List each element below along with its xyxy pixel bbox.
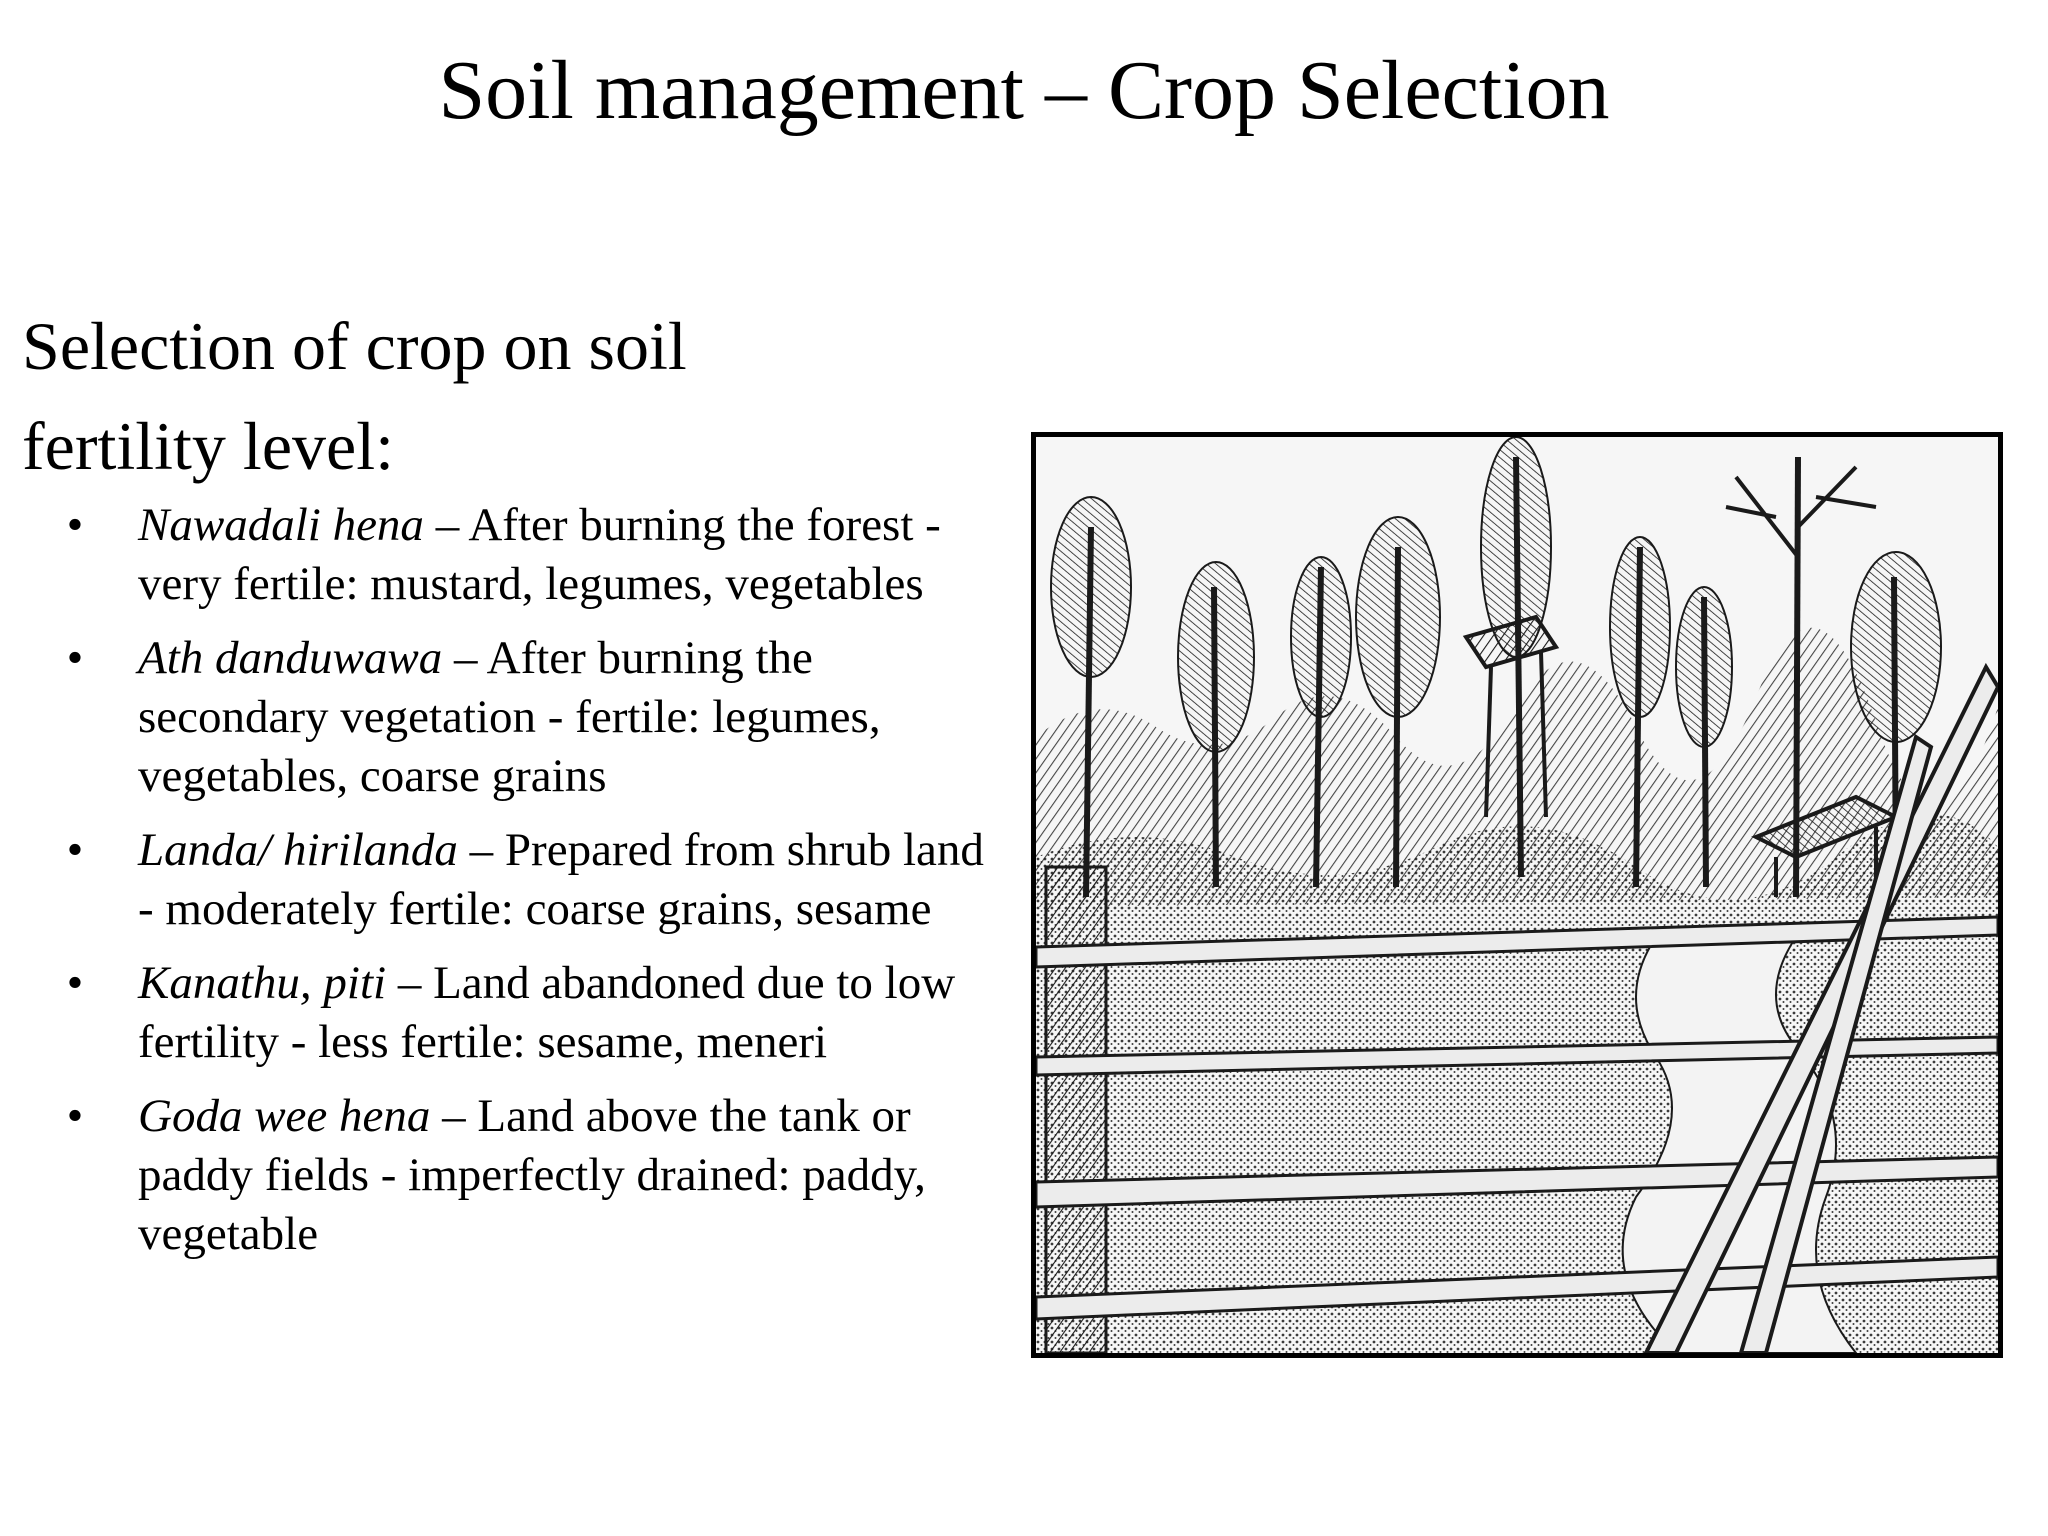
bullet-list: [60, 496, 1000, 1279]
bullet-text: – Prepared from shrub land - moderately fertile: coarse grains, sesame: [138, 824, 984, 935]
bullet-item-landa-hirilanda: [60, 821, 1000, 939]
bullet-item-nawadali-hena: [60, 496, 1000, 614]
gate-post: [1046, 867, 1106, 1353]
bullet-text: – After burning the forest - very fertile: mustard, legumes, vegetables: [138, 499, 941, 610]
bullet-item-goda-wee-hena: [60, 1087, 1000, 1264]
bullet-dot: •: [66, 824, 84, 876]
bullet-text: – Land above the tank or paddy fields - imperfectly drained: paddy, vegetable: [138, 1090, 926, 1260]
bullet-term: Ath danduwawa: [138, 632, 443, 684]
bullet-dot: •: [66, 957, 84, 1009]
bullet-item-ath-danduwawa: [60, 629, 1000, 806]
bullet-term: Landa/ hirilanda: [138, 824, 458, 876]
bullet-item-kanathu-piti: [60, 954, 1000, 1072]
bullet-dot: •: [66, 632, 84, 684]
sketch-canvas: [1036, 437, 1998, 1353]
bullet-term: Kanathu, piti: [138, 957, 387, 1009]
subheading-line-1: Selection of crop on soil: [22, 308, 687, 384]
chena-sketch-illustration: [1031, 432, 2003, 1358]
bullet-term: Goda wee hena: [138, 1090, 431, 1142]
bullet-term: Nawadali hena: [138, 499, 424, 551]
slide-title: Soil management – Crop Selection: [438, 44, 1610, 137]
bullet-text: – Land abandoned due to low fertility - less fertile: sesame, meneri: [138, 957, 956, 1068]
subheading-line-2: fertility level:: [22, 408, 394, 484]
bullet-text: – After burning the secondary vegetation - fertile: legumes, vegetables, coarse grains: [138, 632, 881, 802]
bullet-dot: •: [66, 499, 84, 551]
subheading: [22, 296, 922, 496]
bullet-dot: •: [66, 1090, 84, 1142]
